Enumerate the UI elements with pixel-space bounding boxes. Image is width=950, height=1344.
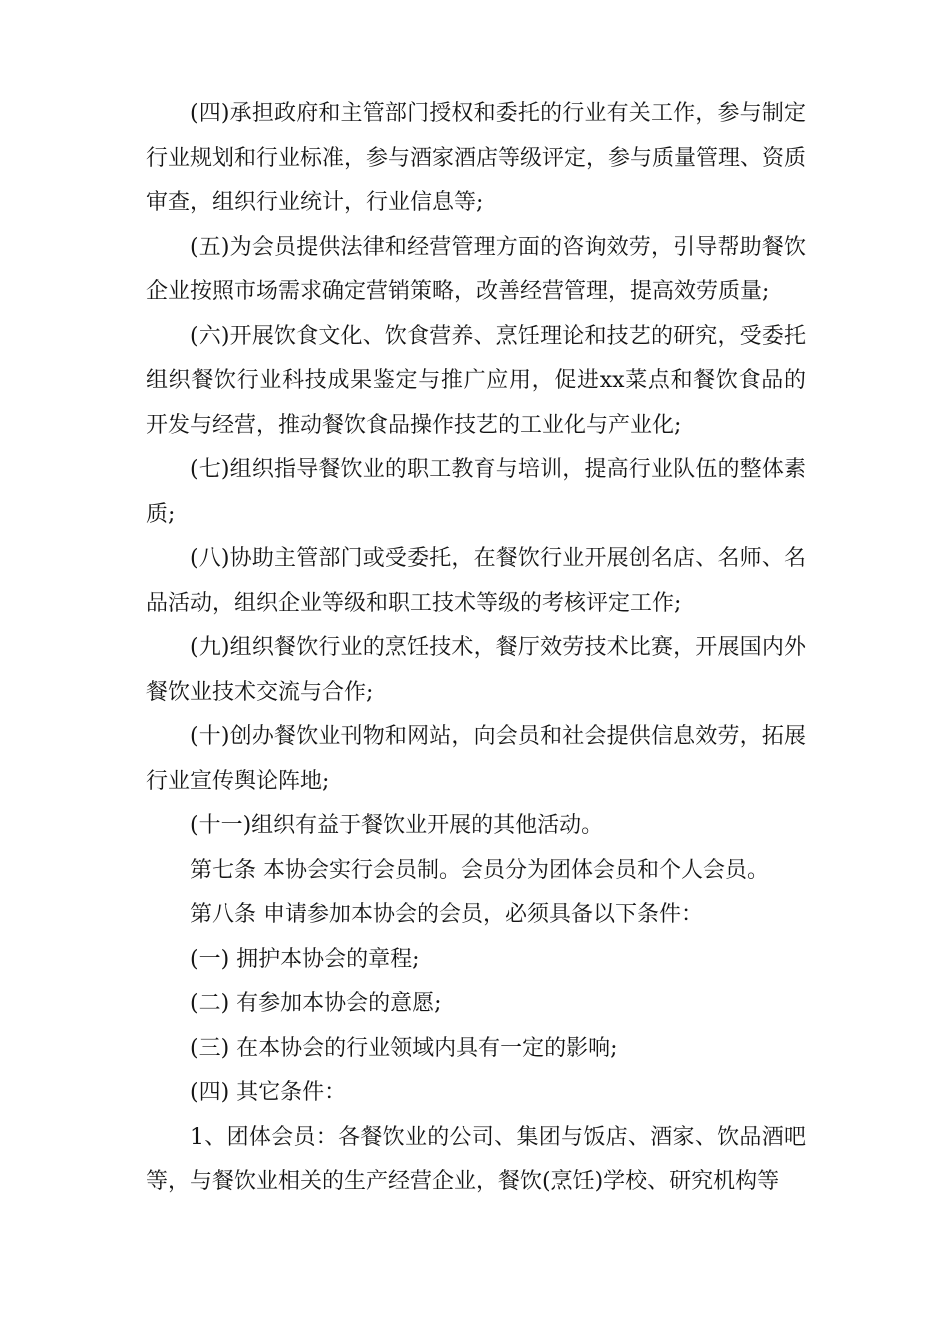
article-7: 第七条 本协会实行会员制。会员分为团体会员和个人会员。 xyxy=(190,857,769,883)
document-body xyxy=(146,92,806,1205)
paragraph-11: (十一)组织有益于餐饮业开展的其他活动。 xyxy=(190,813,604,838)
paragraph-7: (七)组织指导餐饮业的职工教育与培训，提高行业队伍的整体素质; xyxy=(146,457,806,527)
condition-1: (一) 拥护本协会的章程; xyxy=(190,946,420,972)
condition-2: (二) 有参加本协会的意愿; xyxy=(190,991,442,1016)
paragraph-8: (八)协助主管部门或受委托，在餐饮行业开展创名店、名师、名品活动，组织企业等级和职工技术等级的考核评定工作; xyxy=(146,546,806,616)
condition-3: (三) 在本协会的行业领域内具有一定的影响; xyxy=(190,1035,618,1061)
paragraph-10: (十)创办餐饮业刊物和网站，向会员和社会提供信息效劳，拓展行业宣传舆论阵地; xyxy=(146,724,806,794)
paragraph-4: (四)承担政府和主管部门授权和委托的行业有关工作，参与制定行业规划和行业标准，参与酒家酒店等级评定，参与质量管理、资质审查，组织行业统计，行业信息等; xyxy=(146,101,807,215)
condition-4: (四) 其它条件： xyxy=(190,1080,347,1105)
paragraph-6: (六)开展饮食文化、饮食营养、烹饪理论和技艺的研究，受委托组织餐饮行业科技成果鉴定与推广应用，促进xx菜点和餐饮食品的开发与经营，推动餐饮食品操作技艺的工业化与产业化; xyxy=(146,323,806,438)
paragraph-9: (九)组织餐饮行业的烹饪技术，餐厅效劳技术比赛，开展国内外餐饮业技术交流与合作; xyxy=(146,635,806,705)
article-8: 第八条 申请参加本协会的会员，必须具备以下条件： xyxy=(190,902,703,927)
paragraph-5: (五)为会员提供法律和经营管理方面的咨询效劳，引导帮助餐饮企业按照市场需求确定营销策略，改善经营管理，提高效劳质量; xyxy=(146,234,806,304)
group-member-clause: 1、团体会员：各餐饮业的公司、集团与饭店、酒家、饮品酒吧等，与餐饮业相关的生产经营企业，餐饮(烹饪)学校、研究机构等 xyxy=(146,1124,806,1194)
